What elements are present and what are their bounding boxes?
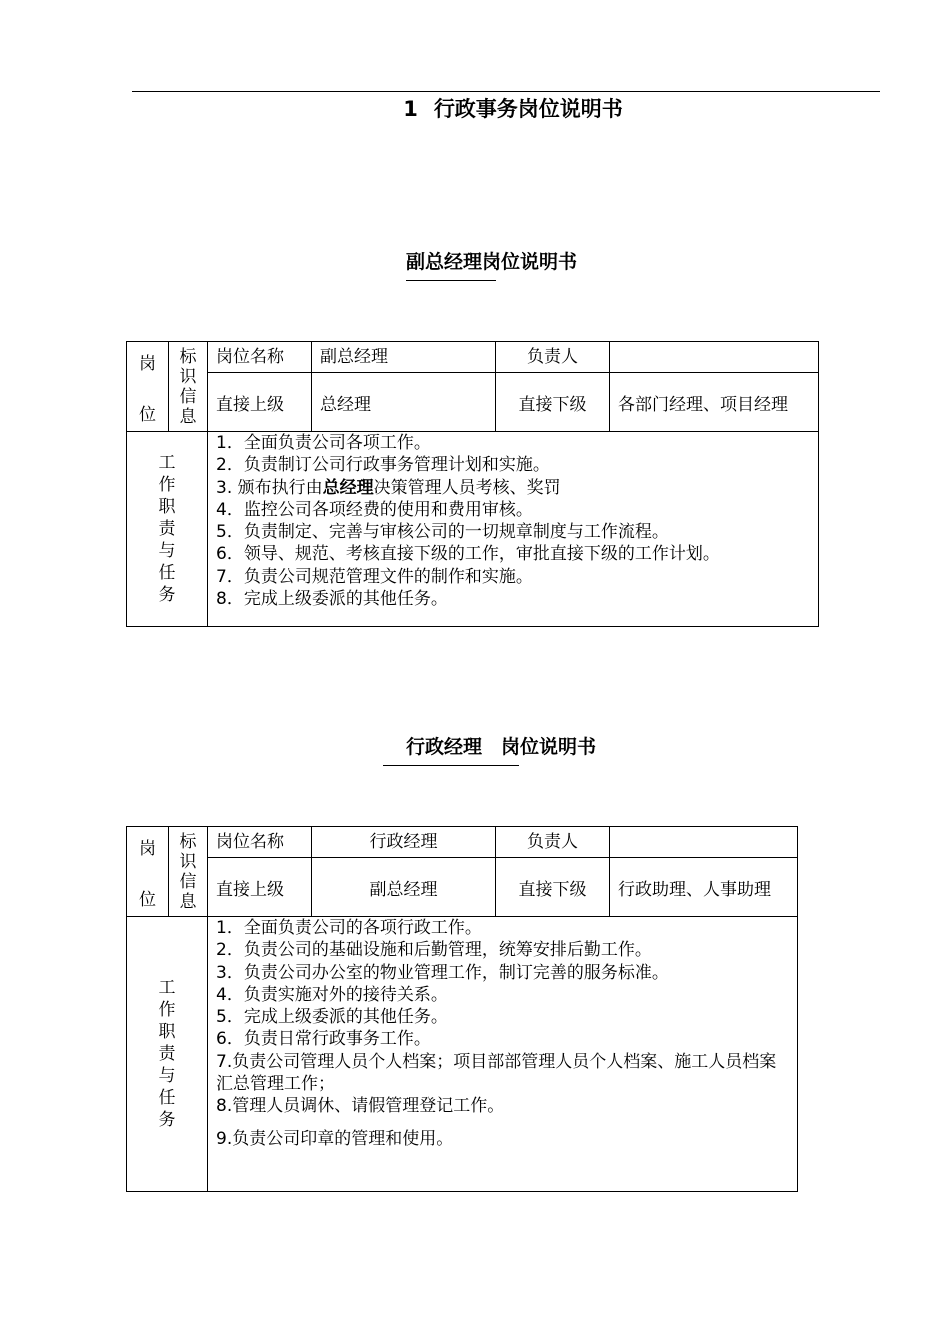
- duty-item: 8.管理人员调休、请假管理登记工作。: [216, 1096, 505, 1117]
- post-name-label: 岗位名称: [208, 827, 312, 858]
- superior-label: 直接上级: [208, 373, 312, 432]
- duties-label-cell: 工 作 职 责 与 任 务: [127, 432, 208, 627]
- duty-item: 7．负责公司规范管理文件的制作和实施。: [216, 566, 533, 587]
- duty-item: 1．全面负责公司各项工作。: [216, 433, 431, 453]
- superior-value: 总经理: [312, 373, 496, 432]
- duty-item: 5．完成上级委派的其他任务。: [216, 1007, 448, 1028]
- section2-title-underline: [383, 765, 519, 766]
- chapter-number: 1: [403, 97, 418, 121]
- duty-item: 4．监控公司各项经费的使用和费用审核。: [216, 499, 533, 520]
- duty-item: 3. 颁布执行由总经理决策管理人员考核、奖罚: [216, 477, 561, 498]
- superior-value: 副总经理: [312, 858, 496, 917]
- duty-item: 4．负责实施对外的接待关系。: [216, 984, 448, 1005]
- duty-item: 3．负责公司办公室的物业管理工作，制订完善的服务标准。: [216, 962, 669, 983]
- section1-title: 副总经理岗位说明书: [406, 251, 578, 273]
- duties-list: [208, 917, 798, 1192]
- post-label-cell: [127, 827, 169, 917]
- duty-item: 6．负责日常行政事务工作。: [216, 1029, 431, 1050]
- subordinate-label: 直接下级: [496, 373, 610, 432]
- post-label-wei: 位: [139, 889, 156, 910]
- duty-item: 2．负责制订公司行政事务管理计划和实施。: [216, 455, 550, 476]
- duty-item: 9.负责公司印章的管理和使用。: [216, 1128, 454, 1149]
- id-info-label-cell: 标 识 信 息: [169, 827, 208, 917]
- subordinate-value: 行政助理、人事助理: [610, 858, 798, 917]
- superior-label: 直接上级: [208, 858, 312, 917]
- post-name-value: 行政经理: [312, 827, 496, 858]
- post-label-gang: 岗: [139, 353, 156, 374]
- post-label-cell: [127, 342, 169, 432]
- duties-list: [208, 432, 819, 627]
- duty-item: 5．负责制定、完善与审核公司的一切规章制度与工作流程。: [216, 522, 669, 543]
- chapter-title-text: 行政事务岗位说明书: [433, 97, 623, 121]
- duties-label-cell: 工 作 职 责 与 任 务: [127, 917, 208, 1192]
- section1-title-underline: [406, 280, 496, 281]
- post-name-value: 副总经理: [312, 342, 496, 373]
- section2-table: [126, 826, 798, 1192]
- owner-value: [610, 342, 819, 373]
- owner-label: 负责人: [496, 827, 610, 858]
- chapter-title: [0, 93, 950, 123]
- post-label-gang: 岗: [139, 838, 156, 859]
- section2-title: 行政经理 岗位说明书: [406, 736, 597, 758]
- duty-item: 7.负责公司管理人员个人档案；项目部部管理人员个人档案、施工人员档案汇总管理工作；: [216, 1051, 777, 1095]
- duty-item: 1．全面负责公司的各项行政工作。: [216, 918, 482, 938]
- section1-table: [126, 341, 819, 627]
- duty-item: 2．负责公司的基础设施和后勤管理，统筹安排后勤工作。: [216, 940, 652, 961]
- post-name-label: 岗位名称: [208, 342, 312, 373]
- owner-label: 负责人: [496, 342, 610, 373]
- duty-item: 8．完成上级委派的其他任务。: [216, 589, 448, 610]
- id-info-label-cell: 标 识 信 息: [169, 342, 208, 432]
- subordinate-value: 各部门经理、项目经理: [610, 373, 819, 432]
- owner-value: [610, 827, 798, 858]
- header-rule: [132, 91, 880, 92]
- subordinate-label: 直接下级: [496, 858, 610, 917]
- duty-item: 6．领导、规范、考核直接下级的工作，审批直接下级的工作计划。: [216, 544, 720, 565]
- post-label-wei: 位: [139, 404, 156, 425]
